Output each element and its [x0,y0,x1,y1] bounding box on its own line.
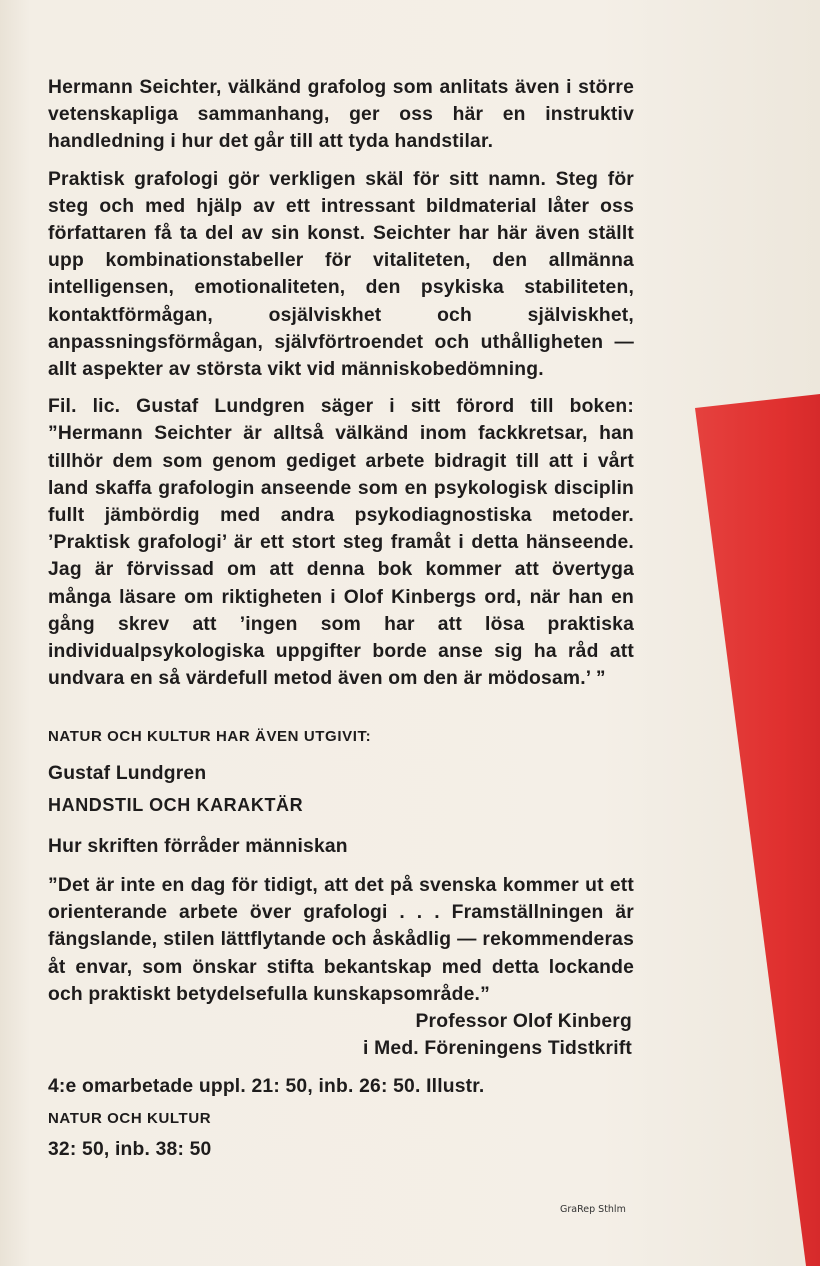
related-book-title: HANDSTIL OCH KARAKTÄR [48,794,304,815]
review-quote: ”Det är inte en dag för tidigt, att det på svenska kommer ut ett orienterande arbete över grafologi . . . Framställningen är fängslande, stilen lättflytande och åskådlig — rekommenderas åt envar, som önskar stifta bekantskap med detta lockande och praktiskt betydelsefulla kunskapsområde.” [48,875,634,1005]
description-paragraph: Praktisk grafologi gör verkligen skäl för sitt namn. Steg för steg och med hjälp av ett intressant bildmaterial låter oss författaren få ta del av sin konst. Seichter har här även ställt upp kombinationstabeller för vitaliteten, den allmänna intelligensen, emotionaliteten, den psykiska stabiliteten, kontaktförmågan, osjälviskhet och själviskhet, anpassningsförmågan, självförtroendet och uthålligheten — allt aspekter av största vikt vid människobedömning. [48,168,634,381]
reviewer-name: Professor Olof Kinberg [415,1011,632,1033]
printer-mark: GraRep Sthlm [560,1204,626,1215]
related-book-author: Gustaf Lundgren [48,763,207,785]
edition-info: 4:e omarbetade uppl. 21: 50, inb. 26: 50. Illustr. [48,1075,485,1097]
back-cover-text [48,74,634,1163]
publisher-name: NATUR OCH KULTUR [48,1109,212,1127]
review-source: i Med. Föreningens Tidstkrift [363,1038,632,1060]
price-info: 32: 50, inb. 38: 50 [48,1138,212,1160]
also-published-heading: NATUR OCH KULTUR HAR ÄVEN UTGIVIT: [48,728,372,746]
intro-paragraph: Hermann Seichter, välkänd grafolog som anlitats även i större vetenskapliga sammanhang, ger oss här en instruktiv handledning i hur det går till att tyda handstilar. [48,77,634,153]
foreword-quote-paragraph: Fil. lic. Gustaf Lundgren säger i sitt förord till boken: ”Hermann Seichter är alltså välkänd inom fackkretsar, han tillhör dem som genom gediget arbete bidragit till att i vårt land skaffa grafologin anseende som en psykologisk disciplin fullt jämbördig med andra psykodiagnostiska metoder. ’Praktisk grafologi’ är ett stort steg framåt i detta hänseende. Jag är förvissad om att denna bok kommer att övertyga många läsare om riktigheten i Olof Kinbergs ord, när han en gång skrev att ’ingen som har att lösa praktiska individualpsykologiska uppgifter borde anse sig ha råd att undvara en så värdefull metod även om den är mödosam.’ ” [48,396,634,690]
related-book-subtitle: Hur skriften förråder människan [48,835,348,857]
